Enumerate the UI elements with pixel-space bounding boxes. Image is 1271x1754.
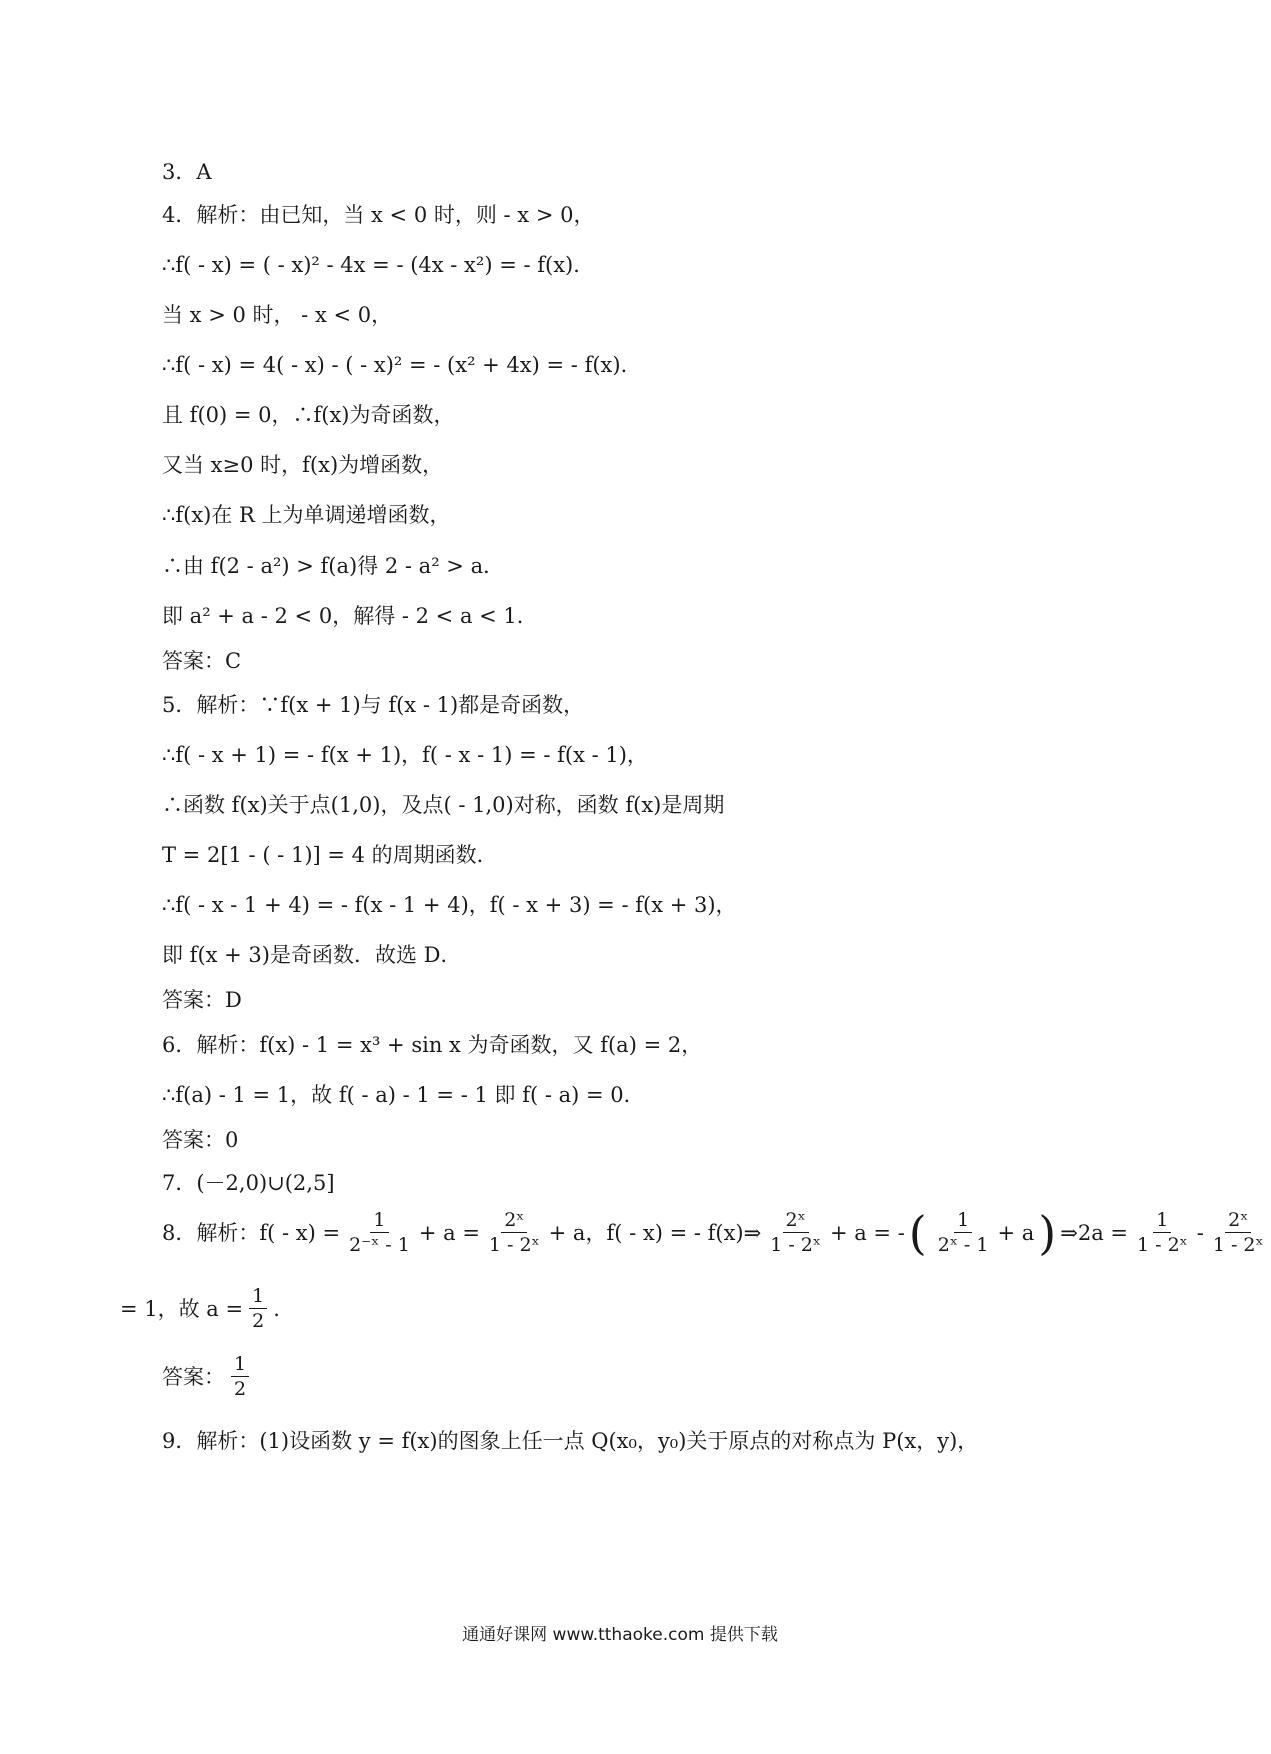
line-9: ∴由 f(2 - a²) > f(a)得 2 - a² > a． [162, 554, 505, 578]
q8-fraction-4 [935, 1208, 992, 1257]
line-5: ∴f( - x) = 4( - x) - ( - x)² = - (x² + 4x) = - f(x)． [162, 353, 642, 377]
denominator: 1 - 2ˣ [1136, 1234, 1188, 1256]
q8-text-6: - [1196, 1220, 1204, 1245]
line-21: 答案：0 [162, 1128, 239, 1152]
q8-fraction-2 [486, 1208, 543, 1257]
denominator: 1 - 2ˣ [488, 1234, 540, 1256]
q8-cont-fraction [249, 1284, 267, 1333]
line-8: ∴f(x)在 R 上为单调递增函数， [162, 503, 451, 527]
denominator: 2 [252, 1310, 265, 1332]
q8-equation [162, 1205, 1271, 1260]
line-q9: 9．解析：(1)设函数 y = f(x)的图象上任一点 Q(x₀，y₀)关于原点的对称点为 P(x，y)， [162, 1429, 979, 1453]
line-18: 答案：D [162, 988, 242, 1012]
answer-8 [162, 1352, 253, 1401]
line-13: ∴f( - x + 1) = - f(x + 1)，f( - x - 1) = - f(x - 1)， [162, 743, 648, 767]
line-14: ∴函数 f(x)关于点(1,0)，及点( - 1,0)对称，函数 f(x)是周期 [162, 793, 725, 817]
numerator: 2ˣ [1225, 1208, 1251, 1233]
line-19: 6．解析：f(x) - 1 = x³ + sin x 为奇函数，又 f(a) = 2， [162, 1033, 703, 1057]
q8-prefix: 8．解析：f( - x) = [162, 1220, 341, 1245]
q8-fraction-3 [767, 1208, 824, 1257]
answer-label: 答案： [162, 1364, 225, 1389]
line-20: ∴f(a) - 1 = 1，故 f( - a) - 1 = - 1 即 f( - a) = 0． [162, 1083, 645, 1107]
right-paren: ) [1038, 1205, 1057, 1260]
denominator: 2ˣ - 1 [937, 1234, 989, 1256]
q8-text-4: + a [997, 1220, 1035, 1245]
numerator: 1 [370, 1208, 388, 1233]
line-6: 且 f(0) = 0，∴f(x)为奇函数， [162, 403, 455, 427]
q8-cont-prefix: = 1，故 a = [120, 1296, 244, 1321]
left-paren: ( [908, 1205, 927, 1260]
line-4: 当 x > 0 时， - x < 0， [162, 303, 393, 327]
numerator: 1 [954, 1208, 972, 1233]
q8-continuation [120, 1284, 280, 1333]
numerator: 2ˣ [501, 1208, 527, 1233]
line-11: 答案：C [162, 649, 242, 673]
line-1: 3．A [162, 160, 212, 184]
line-10: 即 a² + a - 2 < 0，解得 - 2 < a < 1． [162, 604, 538, 628]
line-2: 4．解析：由已知，当 x < 0 时，则 - x > 0， [162, 203, 595, 227]
page-footer: 通通好课网 www.tthaoke.com 提供下载 [462, 1625, 778, 1645]
denominator: 1 - 2ˣ [1212, 1234, 1264, 1256]
numerator: 1 [231, 1352, 249, 1377]
q8-cont-suffix: . [273, 1296, 280, 1321]
line-17: 即 f(x + 3)是奇函数．故选 D． [162, 943, 462, 967]
line-7: 又当 x≥0 时，f(x)为增函数， [162, 453, 444, 477]
q8-fraction-6 [1210, 1208, 1267, 1257]
line-3: ∴f( - x) = ( - x)² - 4x = - (4x - x²) = - f(x)． [162, 253, 595, 277]
q8-fraction-1 [346, 1208, 413, 1257]
line-16: ∴f( - x - 1 + 4) = - f(x - 1 + 4)，f( - x + 3) = - f(x + 3)， [162, 893, 737, 917]
q8-text-2: + a，f( - x) = - f(x)⇒ [548, 1220, 762, 1245]
q8-text-5: ⇒2a = [1060, 1220, 1128, 1245]
line-22: 7．(－2,0)∪(2,5] [162, 1171, 335, 1195]
answer-fraction [231, 1352, 249, 1401]
q8-fraction-5 [1134, 1208, 1191, 1257]
q8-text-1: + a = [418, 1220, 480, 1245]
denominator: 1 - 2ˣ [770, 1234, 821, 1256]
denominator: 2⁻ˣ - 1 [349, 1234, 410, 1256]
q8-text-3: + a = - [829, 1220, 905, 1245]
line-15: T = 2[1 - ( - 1)] = 4 的周期函数． [162, 843, 498, 867]
numerator: 1 [1153, 1208, 1171, 1233]
numerator: 1 [249, 1284, 267, 1309]
line-12: 5．解析：∵f(x + 1)与 f(x - 1)都是奇函数， [162, 693, 585, 717]
denominator: 2 [234, 1378, 247, 1400]
numerator: 2ˣ [783, 1208, 809, 1233]
